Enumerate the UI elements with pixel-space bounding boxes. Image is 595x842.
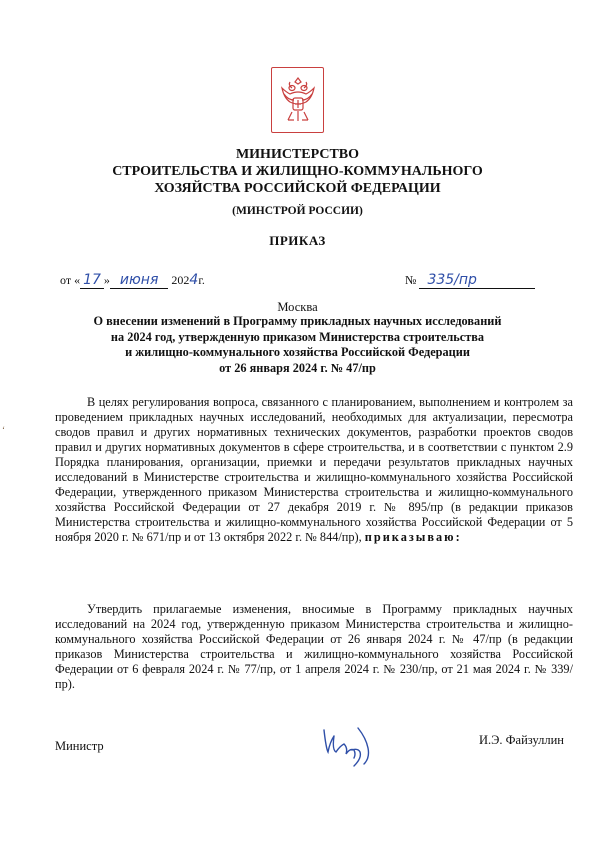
- resolution-text: Утвердить прилагаемые изменения, вносимые в Программу прикладных научных исследований на 2024 год, утвержденную приказом Министерства строительства и жилищно-коммунального хозяйства Российской Федерации от 26 января 2024 г. № 47/пр (в редакции приказов Министерства строительства и жилищно-коммунального хозяйства Российской Федерации от 6 февраля 2024 г. № 77/пр, от 1 апреля 2024 г. № 230/пр, от 21 мая 2024 г. № 339/пр).: [55, 602, 573, 691]
- number-prefix: №: [405, 273, 417, 287]
- date-year-prefix: 202: [171, 273, 190, 287]
- preamble-paragraph: [55, 395, 573, 545]
- date-suffix: г.: [198, 273, 205, 287]
- margin-mark: ʻ: [2, 425, 5, 435]
- order-number: [405, 272, 535, 289]
- preamble-text: В целях регулирования вопроса, связанного с планированием, выполнением и контролем за проведением прикладных научных исследований, необходимых для актуализации, пересмотра сводов правил и других нормативных технических документов, разработки проектов сводов правил и других нормативных документов в сфере строительства, и в соответствии с пунктом 2.9 Порядка планирования, организации, приемки и передачи результатов прикладных научных исследований в Министерстве строительства и жилищно-коммунального хозяйства Российской Федерации, утвержденного приказом Министерства строительства и жилищно-коммунального хозяйства Российской Федерации от 27 декабря 2019 г. № 895/пр (в редакции приказов Министерства строительства и жилищно-коммунального хозяйства Российской Федерации от 5 ноября 2020 г. № 671/пр и от 13 октября 2022 г. № 844/пр),: [55, 395, 573, 544]
- decision-word: приказываю:: [364, 530, 462, 544]
- date-month: июня: [110, 272, 168, 289]
- ministry-name-line3: ХОЗЯЙСТВА РОССИЙСКОЙ ФЕДЕРАЦИИ: [154, 181, 441, 196]
- title-line: на 2024 год, утвержденную приказом Министерства строительства: [110, 329, 485, 344]
- title-line: от 26 января 2024 г. № 47/пр: [219, 360, 376, 375]
- handwritten-signature: [318, 720, 380, 768]
- document-type: ПРИКАЗ: [269, 233, 326, 248]
- signer-name: И.Э. Файзуллин: [479, 733, 564, 747]
- date-year-digit: 4: [189, 272, 199, 288]
- russian-coat-of-arms-icon: [271, 67, 324, 133]
- number-value: 335/пр: [427, 272, 477, 288]
- ministry-name-line1: МИНИСТЕРСТВО: [235, 147, 360, 162]
- order-date: [60, 272, 205, 289]
- ministry-name-line2: СТРОИТЕЛЬСТВА И ЖИЛИЩНО-КОММУНАЛЬНОГО: [112, 164, 483, 179]
- signer-position: Министр: [55, 739, 104, 753]
- document-title: [40, 314, 555, 376]
- date-mid: »: [103, 273, 110, 287]
- title-line: и жилищно-коммунального хозяйства Российской Федерации: [125, 345, 470, 359]
- ministry-short-name: (МИНСТРОЙ РОССИИ): [232, 205, 363, 217]
- date-prefix: от «: [60, 273, 81, 287]
- date-day: 17: [80, 272, 104, 289]
- title-line: О внесении изменений в Программу прикладных научных исследований: [93, 314, 502, 328]
- city: Москва: [277, 300, 318, 314]
- resolution-paragraph: [55, 602, 573, 692]
